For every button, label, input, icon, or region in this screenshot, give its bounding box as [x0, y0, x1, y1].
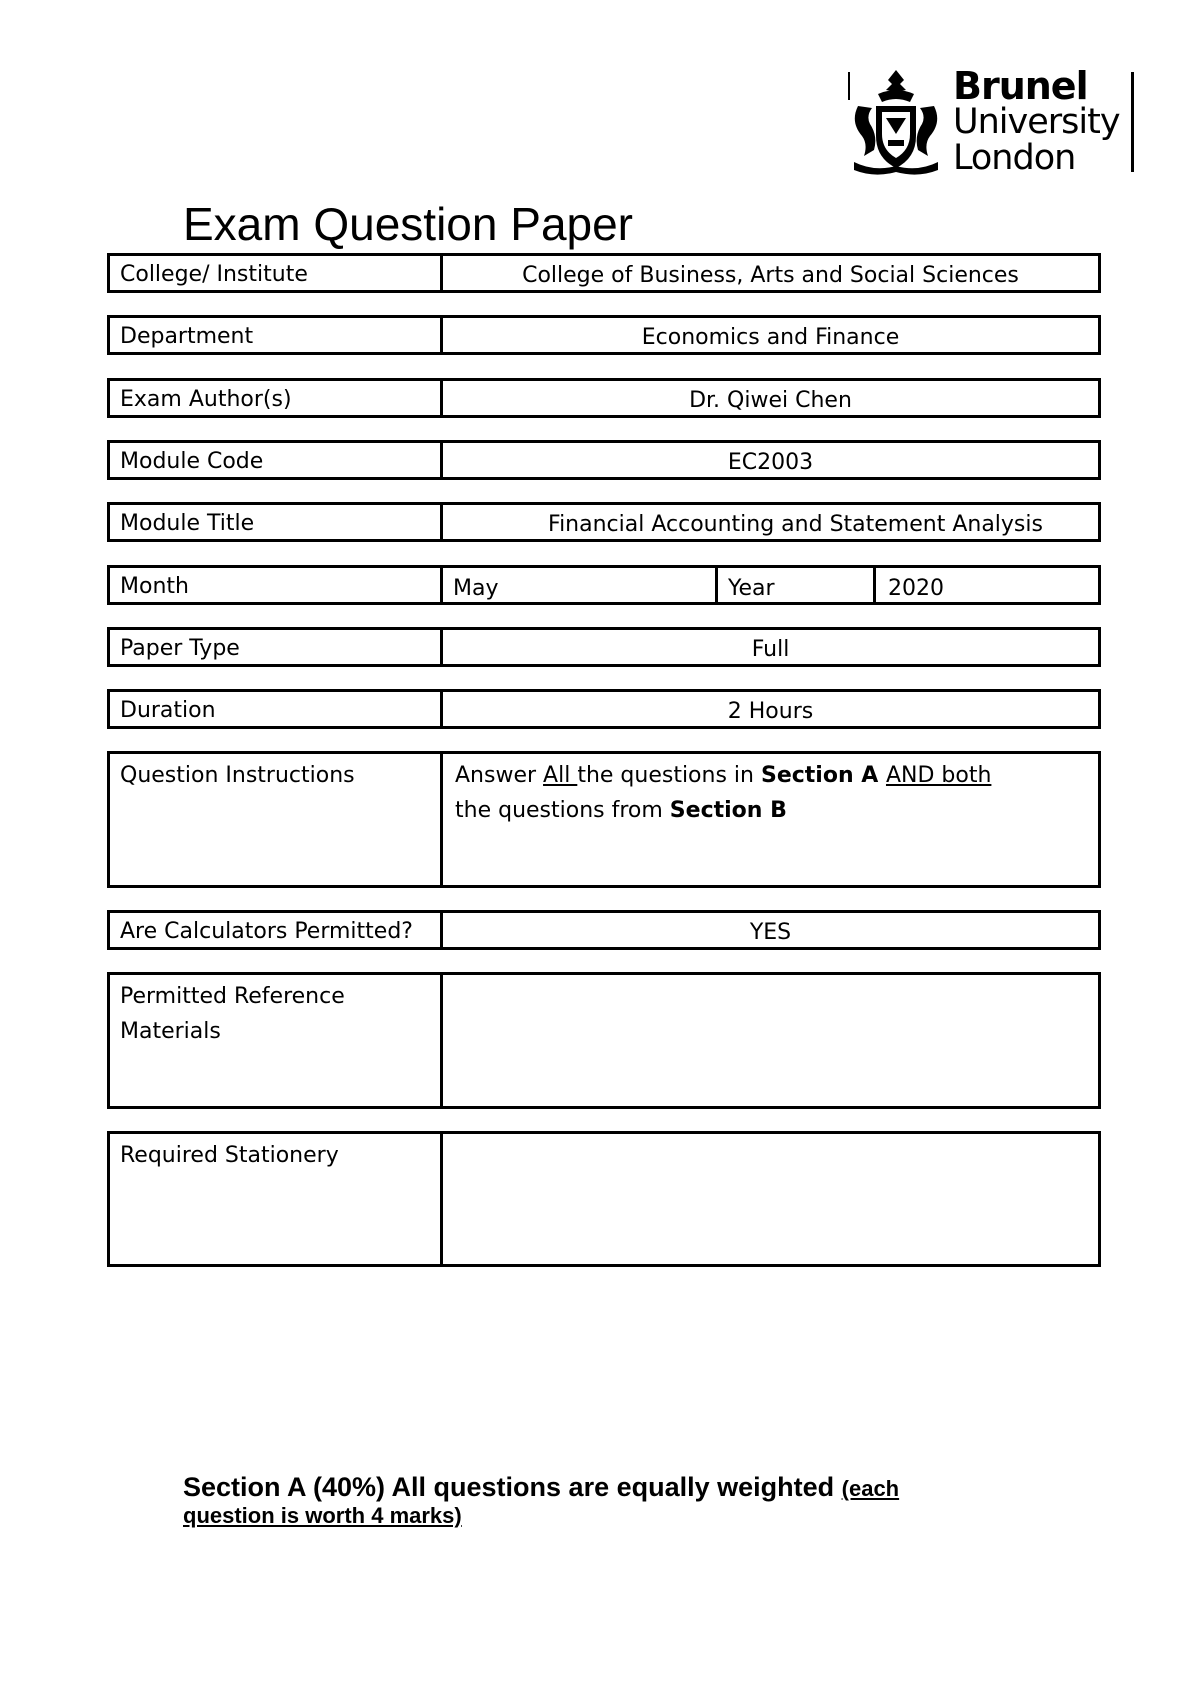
section-a-heading — [183, 1472, 1003, 1529]
author-row — [107, 378, 1101, 418]
crest-icon — [848, 66, 944, 178]
duration-value: 2 Hours — [727, 699, 814, 724]
instructions-text-7: Section B — [669, 798, 787, 823]
module-code-row — [107, 440, 1101, 480]
instructions-text-6: the questions from — [455, 798, 670, 823]
college-label: College/ Institute — [110, 256, 443, 290]
module-code-value: EC2003 — [727, 450, 814, 475]
module-title-label: Module Title — [110, 505, 443, 539]
calculators-row — [107, 910, 1101, 950]
logo-wordmark — [953, 64, 1120, 178]
instructions-text-2: All — [543, 763, 578, 788]
section-a-note-1: (each — [841, 1476, 900, 1501]
instructions-text-4: Section A — [760, 763, 886, 788]
instructions-text-3: the questions in — [577, 763, 761, 788]
calculators-label: Are Calculators Permitted? — [110, 913, 443, 947]
stationery-row — [107, 1131, 1101, 1267]
reference-row — [107, 972, 1101, 1109]
reference-label-line-2: Materials — [120, 1019, 221, 1044]
logo-line-3: London — [953, 138, 1076, 178]
year-label: Year — [718, 568, 876, 602]
calculators-value: YES — [749, 920, 792, 945]
paper-type-label: Paper Type — [110, 630, 443, 664]
month-value: May — [443, 568, 718, 602]
instructions-text-5: AND both — [885, 763, 992, 788]
author-value: Dr. Qiwei Chen — [689, 388, 852, 413]
instructions-text-1: Answer — [455, 763, 544, 788]
page-title: Exam Question Paper — [183, 198, 634, 250]
duration-label: Duration — [110, 692, 443, 726]
module-code-label: Module Code — [110, 443, 443, 477]
instructions-value — [443, 754, 1098, 885]
module-title-value: Financial Accounting and Statement Analysis — [548, 512, 1043, 537]
university-logo — [848, 66, 1135, 178]
instructions-row — [107, 751, 1101, 888]
reference-label-line-1: Permitted Reference — [120, 984, 345, 1009]
college-value: College of Business, Arts and Social Sciences — [522, 263, 1019, 288]
paper-type-value: Full — [751, 637, 790, 662]
department-row — [107, 315, 1101, 355]
instructions-label: Question Instructions — [110, 754, 443, 885]
section-a-title: Section A (40%) All questions are equally weighted — [183, 1472, 842, 1502]
section-a-note-2: question is worth 4 marks) — [183, 1503, 462, 1528]
logo-divider-right — [1131, 72, 1134, 172]
department-value: Economics and Finance — [641, 325, 900, 350]
reference-value — [443, 975, 1098, 1106]
college-row — [107, 253, 1101, 293]
paper-type-row — [107, 627, 1101, 667]
author-label: Exam Author(s) — [110, 381, 443, 415]
logo-line-2: University — [953, 102, 1120, 142]
module-title-row — [107, 502, 1101, 542]
stationery-value — [443, 1134, 1098, 1264]
department-label: Department — [110, 318, 443, 352]
month-year-row — [107, 565, 1101, 605]
year-value: 2020 — [888, 576, 944, 601]
stationery-label: Required Stationery — [110, 1134, 443, 1264]
logo-line-1: Brunel — [953, 64, 1088, 108]
month-label: Month — [110, 568, 443, 602]
duration-row — [107, 689, 1101, 729]
reference-label — [110, 975, 443, 1106]
